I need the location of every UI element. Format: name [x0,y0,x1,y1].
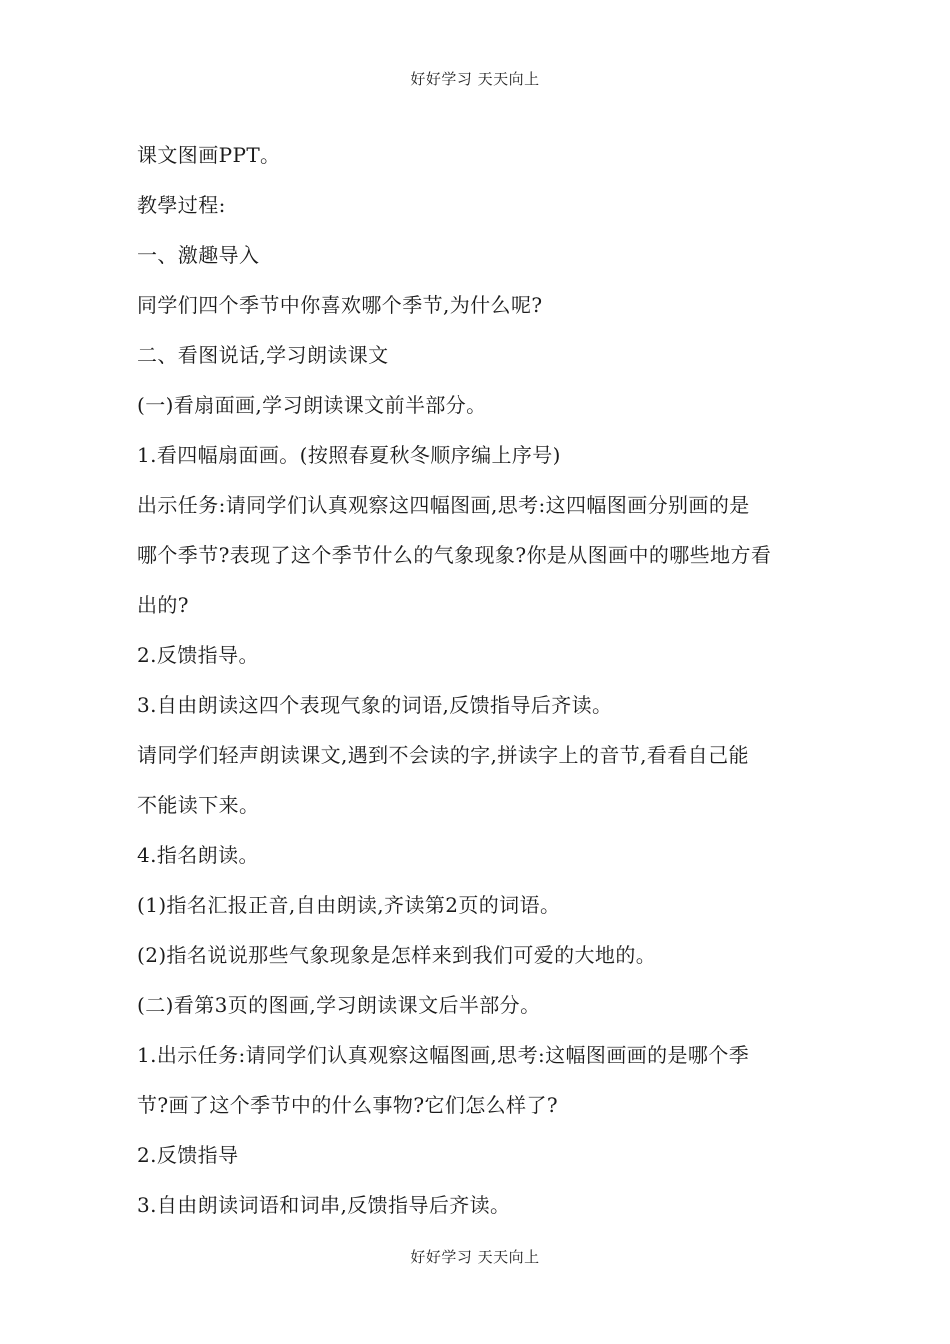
page-footer: 好好学习 天天向上 [410,1248,540,1266]
text-line: 请同学们轻声朗读课文,遇到不会读的字,拼读字上的音节,看看自己能 [137,743,749,767]
text-line: 3.自由朗读词语和词串,反馈指导后齐读。 [137,1193,511,1217]
page-header: 好好学习 天天向上 [410,70,540,88]
text-line: 1.出示任务:请同学们认真观察这幅图画,思考:这幅图画画的是哪个季 [137,1043,750,1067]
text-line: 4.指名朗读。 [137,843,259,867]
text-line: 节?画了这个季节中的什么事物?它们怎么样了? [137,1093,558,1117]
subsection-heading: (二)看第3页的图画,学习朗读课文后半部分。 [137,993,541,1017]
text-line: 哪个季节?表现了这个季节什么的气象现象?你是从图画中的哪些地方看 [137,543,772,567]
text-line: 2.反馈指导。 [137,643,259,667]
text-line: 课文图画PPT。 [137,143,281,167]
section-heading: 一、激趣导入 [137,243,260,267]
text-line: (1)指名汇报正音,自由朗读,齐读第2页的词语。 [137,893,561,917]
text-line: 出的? [137,593,189,617]
text-line: 3.自由朗读这四个表现气象的词语,反馈指导后齐读。 [137,693,613,717]
text-line: 同学们四个季节中你喜欢哪个季节,为什么呢? [137,293,543,317]
subsection-heading: (一)看扇面画,学习朗读课文前半部分。 [137,393,487,417]
document-body [137,130,837,1230]
text-line: 2.反馈指导 [137,1143,239,1167]
text-line: 1.看四幅扇面画。(按照春夏秋冬顺序编上序号) [137,443,561,467]
text-line: 不能读下来。 [137,793,260,817]
section-heading: 二、看图说话,学习朗读课文 [137,343,389,367]
text-line: (2)指名说说那些气象现象是怎样来到我们可爱的大地的。 [137,943,657,967]
text-line: 出示任务:请同学们认真观察这四幅图画,思考:这四幅图画分别画的是 [137,493,750,517]
text-line: 教學过程: [137,193,226,217]
